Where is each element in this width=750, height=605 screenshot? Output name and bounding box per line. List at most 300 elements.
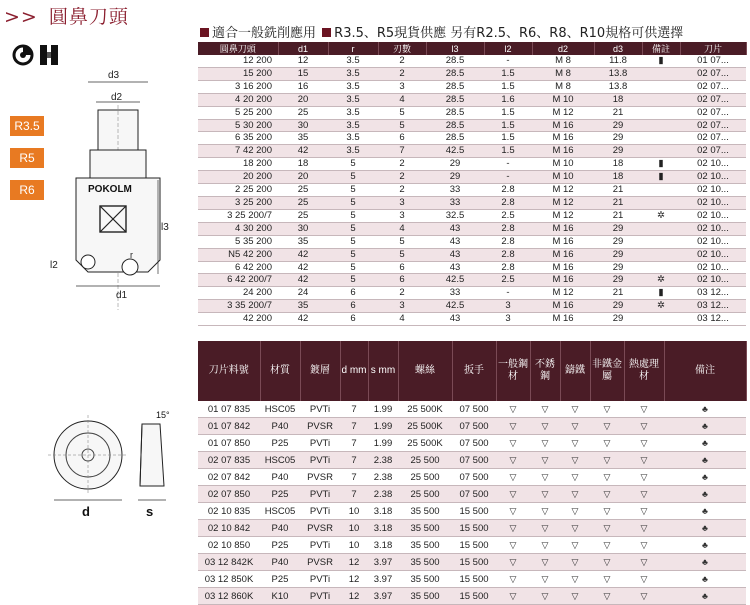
table-cell: 3.5 [328,80,378,93]
table-cell: 02 10... [680,158,746,171]
note-icon: ♣ [664,520,746,537]
table-cell: 3.97 [368,571,398,588]
table-cell: 10 [340,537,368,554]
nonferrous-icon: ▽ [590,537,624,554]
cast-iron-icon: ▽ [560,588,590,605]
nonferrous-icon: ▽ [590,469,624,486]
cast-iron-icon: ▽ [560,520,590,537]
table-cell: 30 [278,222,328,235]
table-cell: 02 10... [680,235,746,248]
table-cell: 1.5 [484,106,532,119]
table-cell [642,67,680,80]
table-cell: 1.99 [368,418,398,435]
table-cell: 35 500 [398,571,452,588]
table-cell: 20 200 [198,171,278,184]
table-cell: 7 [340,486,368,503]
r6-button[interactable]: R6 [10,180,44,200]
table-row [198,132,746,145]
table-cell: 18 [594,158,642,171]
hardened-icon: ▽ [624,401,664,418]
hardened-icon: ▽ [624,452,664,469]
table-cell: 03 12... [680,287,746,300]
tool-spec-table [198,42,747,326]
stainless-icon: ▽ [530,486,560,503]
table-cell [642,261,680,274]
steel-icon: ▽ [496,469,530,486]
col-header: 刀片 [680,42,746,55]
table-cell: 18 [594,93,642,106]
note-icon: ♣ [664,418,746,435]
table-cell: 1.99 [368,401,398,418]
cast-iron-icon: ▽ [560,469,590,486]
table-row [198,261,746,274]
table-cell: 42.5 [426,300,484,313]
table-cell: 3 16 200 [198,80,278,93]
steel-icon: ▽ [496,435,530,452]
table-cell: 03 12... [680,300,746,313]
table-cell: 18 [278,158,328,171]
table-row [198,222,746,235]
table-cell: M 8 [532,67,594,80]
table-cell: P40 [260,554,300,571]
table-cell: M 12 [532,196,594,209]
cast-iron-icon: ▽ [560,418,590,435]
table-cell: 5 [328,222,378,235]
table-cell: 03 12 842K [198,554,260,571]
col-header: 不銹鋼 [530,341,560,401]
col-header: l2 [484,42,532,55]
table-cell: M 16 [532,274,594,287]
steel-icon: ▽ [496,571,530,588]
steel-icon: ▽ [496,503,530,520]
table-cell: 25 [278,196,328,209]
table-cell: HSC05 [260,452,300,469]
note-icon: ♣ [664,571,746,588]
cast-iron-icon: ▽ [560,401,590,418]
table-row [198,418,746,435]
table-cell: 02 10... [680,261,746,274]
table-cell: 2.8 [484,184,532,197]
stainless-icon: ▽ [530,520,560,537]
r35-button[interactable]: R3.5 [10,116,44,136]
table-cell: 29 [426,158,484,171]
table-cell: 42 [278,248,328,261]
col-header: d3 [594,42,642,55]
table-cell: - [484,287,532,300]
table-cell: P25 [260,537,300,554]
table-cell: 6 [328,300,378,313]
table-cell [642,184,680,197]
table-cell: 3.18 [368,537,398,554]
header-part1: 適合一般銑削應用 [212,26,317,41]
nonferrous-icon: ▽ [590,418,624,435]
round-insert-icon [12,44,34,66]
stainless-icon: ▽ [530,503,560,520]
table-cell [642,235,680,248]
table-cell: 35 500 [398,503,452,520]
table-cell: 3.5 [328,119,378,132]
dim-d1: d1 [116,290,128,301]
table-cell: 5 30 200 [198,119,278,132]
table-cell: 2 [378,67,426,80]
table-row [198,106,746,119]
table-cell: 02 07... [680,93,746,106]
table-cell: 35 [278,235,328,248]
note-icon: ♣ [664,469,746,486]
table-cell: 01 07 842 [198,418,260,435]
table-cell: 03 12 860K [198,588,260,605]
table-cell: ▮ [642,158,680,171]
hardened-icon: ▽ [624,486,664,503]
table-cell: 2.5 [484,274,532,287]
table-cell: 02 10... [680,248,746,261]
table-cell: 01 07 850 [198,435,260,452]
table-cell: 33 [426,287,484,300]
hardened-icon: ▽ [624,571,664,588]
table-cell: 5 [328,248,378,261]
table-row [198,209,746,222]
title-text: 圓鼻刀頭 [48,6,129,28]
nonferrous-icon: ▽ [590,401,624,418]
table-cell: M 16 [532,222,594,235]
table-cell: 3 25 200/7 [198,209,278,222]
table-cell: 02 10... [680,209,746,222]
table-cell: 2.8 [484,196,532,209]
table-cell: 4 [378,93,426,106]
stainless-icon: ▽ [530,537,560,554]
table-cell: 2.38 [368,469,398,486]
table-cell [642,93,680,106]
dim-d2: d2 [111,92,123,103]
table-cell [642,106,680,119]
table-cell: 2 [378,287,426,300]
note-icon: ♣ [664,588,746,605]
table-cell: 42 [278,313,328,326]
table-cell: 7 [340,435,368,452]
hardened-icon: ▽ [624,435,664,452]
dim-d3: d3 [108,70,120,81]
table-cell: 01 07 835 [198,401,260,418]
table-cell: ▮ [642,287,680,300]
table-cell: 28.5 [426,106,484,119]
table-cell: 21 [594,209,642,222]
table-cell: 21 [594,106,642,119]
table-cell: 2 [378,55,426,67]
table-cell: 12 [340,554,368,571]
table-cell: 02 07 842 [198,469,260,486]
table-cell: 32.5 [426,209,484,222]
col-header: 備注 [664,341,746,401]
table-cell: P25 [260,571,300,588]
table-cell: 3 [378,80,426,93]
table-cell: 21 [594,196,642,209]
table-cell: 25 [278,209,328,222]
stainless-icon: ▽ [530,435,560,452]
table-cell: 02 07... [680,80,746,93]
table-cell: 1.5 [484,80,532,93]
table-cell: 33 [426,184,484,197]
table-row [198,248,746,261]
table-cell [642,196,680,209]
table-cell: 02 10... [680,184,746,197]
note-icon: ♣ [664,435,746,452]
dim-r: r [130,250,133,260]
table-cell: M 8 [532,55,594,67]
table-cell: P40 [260,469,300,486]
table-cell: 4 [378,313,426,326]
dim-angle: 15° [156,410,170,420]
table-cell: 35 500 [398,588,452,605]
table-cell: 02 10... [680,274,746,287]
table-cell: 02 10 835 [198,503,260,520]
table-cell: 15 500 [452,503,496,520]
table-cell [642,145,680,158]
nonferrous-icon: ▽ [590,571,624,588]
nonferrous-icon: ▽ [590,435,624,452]
nonferrous-icon: ▽ [590,588,624,605]
table-cell: 25 500 [398,452,452,469]
note-icon: ♣ [664,401,746,418]
table-cell: M 12 [532,106,594,119]
spec-header [198,22,683,41]
table-cell: 7 [378,145,426,158]
table-cell: 35 [278,132,328,145]
table-row [198,158,746,171]
col-header: 圓鼻刀頭 [198,42,278,55]
table-cell: 20 [278,171,328,184]
table-cell: 2 [378,171,426,184]
table-cell: 21 [594,287,642,300]
table-cell: 1.5 [484,145,532,158]
table-cell: 20 [278,93,328,106]
table-cell: PVSR [300,418,340,435]
table-cell: 5 [328,196,378,209]
table-cell: PVTi [300,486,340,503]
table-cell: 35 500 [398,554,452,571]
table-cell: 10 [340,520,368,537]
table-cell: 15 500 [452,520,496,537]
table-cell: PVTi [300,571,340,588]
table-cell: PVTi [300,435,340,452]
table-cell: 7 [340,401,368,418]
table-cell: 3.5 [328,132,378,145]
table-cell: 02 07 835 [198,452,260,469]
table-row [198,145,746,158]
table-row [198,452,746,469]
table-cell: 15 500 [452,554,496,571]
table-cell: 2.38 [368,486,398,503]
table-cell: 4 30 200 [198,222,278,235]
table-cell: 43 [426,261,484,274]
table-cell: 6 [328,287,378,300]
table-cell: 7 42 200 [198,145,278,158]
col-header: d2 [532,42,594,55]
col-header: 非鐵金屬 [590,341,624,401]
table-row [198,274,746,287]
table-cell: 7 [340,452,368,469]
hardened-icon: ▽ [624,469,664,486]
table-cell: 25 500 [398,469,452,486]
col-header: r [328,42,378,55]
table-cell: 07 500 [452,486,496,503]
nonferrous-icon: ▽ [590,503,624,520]
col-header: 螺絲 [398,341,452,401]
table-cell: 43 [426,313,484,326]
table-cell: 2.8 [484,248,532,261]
table-cell [642,80,680,93]
dim-l3: l3 [161,222,169,233]
table-cell: 03 12 850K [198,571,260,588]
table-cell: 43 [426,248,484,261]
nonferrous-icon: ▽ [590,554,624,571]
table-cell: ✲ [642,209,680,222]
cast-iron-icon: ▽ [560,486,590,503]
col-header: 刃數 [378,42,426,55]
table-cell: M 10 [532,93,594,106]
table-cell: 15 200 [198,67,278,80]
page-title [4,2,129,29]
table-cell: 42.5 [426,274,484,287]
table-cell: 07 500 [452,401,496,418]
table-row [198,80,746,93]
table-cell: 24 [278,287,328,300]
table-row [198,67,746,80]
table-row [198,235,746,248]
table-cell: M 16 [532,119,594,132]
note-icon: ♣ [664,486,746,503]
table-cell: 6 42 200 [198,261,278,274]
table-row [198,588,746,605]
hardened-icon: ▽ [624,537,664,554]
table-cell: M 16 [532,300,594,313]
table-cell: 07 500 [452,452,496,469]
table-cell: 3 [484,300,532,313]
dim-d: d [82,504,90,519]
table-cell: ▮ [642,55,680,67]
table-cell: 7 [340,469,368,486]
table-cell: 3.5 [328,55,378,67]
table-cell: 28.5 [426,67,484,80]
col-header: l3 [426,42,484,55]
table-cell: 25 500K [398,401,452,418]
stainless-icon: ▽ [530,571,560,588]
table-cell: 07 500 [452,469,496,486]
table-cell: PVTi [300,588,340,605]
hardened-icon: ▽ [624,418,664,435]
r5-button[interactable]: R5 [10,148,44,168]
table-cell: 42 [278,274,328,287]
table-cell: P40 [260,520,300,537]
table-cell: PVTi [300,401,340,418]
table-cell: 02 07 850 [198,486,260,503]
table-row [198,93,746,106]
table-cell: 29 [594,300,642,313]
table-cell: 3.97 [368,554,398,571]
col-header: d mm [340,341,368,401]
table-cell: 3.5 [328,106,378,119]
table-cell: 2.5 [484,209,532,222]
table-cell: 29 [594,313,642,326]
stainless-icon: ▽ [530,401,560,418]
table-cell: - [484,55,532,67]
table-row [198,503,746,520]
table-cell: ▮ [642,171,680,184]
table-cell: 07 500 [452,435,496,452]
table-cell: 4 20 200 [198,93,278,106]
table-cell: N5 42 200 [198,248,278,261]
steel-icon: ▽ [496,537,530,554]
cast-iron-icon: ▽ [560,537,590,554]
table-cell: 21 [594,184,642,197]
table-cell: 6 35 200 [198,132,278,145]
table-row [198,171,746,184]
note-icon: ♣ [664,554,746,571]
table-row [198,184,746,197]
steel-icon: ▽ [496,554,530,571]
table-cell: 29 [594,261,642,274]
table-cell: 42 [278,261,328,274]
table-cell: 29 [594,248,642,261]
table-row [198,313,746,326]
table-cell: 2.38 [368,452,398,469]
table-cell: PVTi [300,537,340,554]
table-cell: 2.8 [484,261,532,274]
table-cell: 33 [426,196,484,209]
steel-icon: ▽ [496,452,530,469]
table-cell: 5 [378,119,426,132]
table-cell: 3 [378,300,426,313]
table-cell: 42.5 [426,145,484,158]
table-cell: 15 [278,67,328,80]
table-cell: 2 [378,158,426,171]
table-cell: M 16 [532,132,594,145]
table-cell: 6 [378,132,426,145]
table-cell: 13.8 [594,67,642,80]
hardened-icon: ▽ [624,520,664,537]
nonferrous-icon: ▽ [590,452,624,469]
table-cell: M 16 [532,145,594,158]
table-cell: 01 07... [680,55,746,67]
table-row [198,300,746,313]
table-cell: 29 [426,171,484,184]
table-cell [642,222,680,235]
table-cell: 42 [278,145,328,158]
table-cell: PVTi [300,503,340,520]
table-cell: 15 500 [452,537,496,554]
col-header: d1 [278,42,328,55]
table-cell: 28.5 [426,93,484,106]
table-cell: 1.6 [484,93,532,106]
table-cell: 5 [378,248,426,261]
table-cell: PVSR [300,469,340,486]
table-cell: 29 [594,145,642,158]
table-cell: 5 [378,235,426,248]
table-cell: 28.5 [426,55,484,67]
table-cell: 43 [426,235,484,248]
cast-iron-icon: ▽ [560,503,590,520]
cast-iron-icon: ▽ [560,435,590,452]
table-cell: 29 [594,222,642,235]
table-cell: 3 [378,196,426,209]
table-cell: 07 500 [452,418,496,435]
cast-iron-icon: ▽ [560,554,590,571]
table-cell: M 16 [532,248,594,261]
table-cell: 5 [378,106,426,119]
table-cell: M 16 [532,235,594,248]
table-cell: 5 [328,261,378,274]
table-cell: M 8 [532,80,594,93]
table-row [198,469,746,486]
